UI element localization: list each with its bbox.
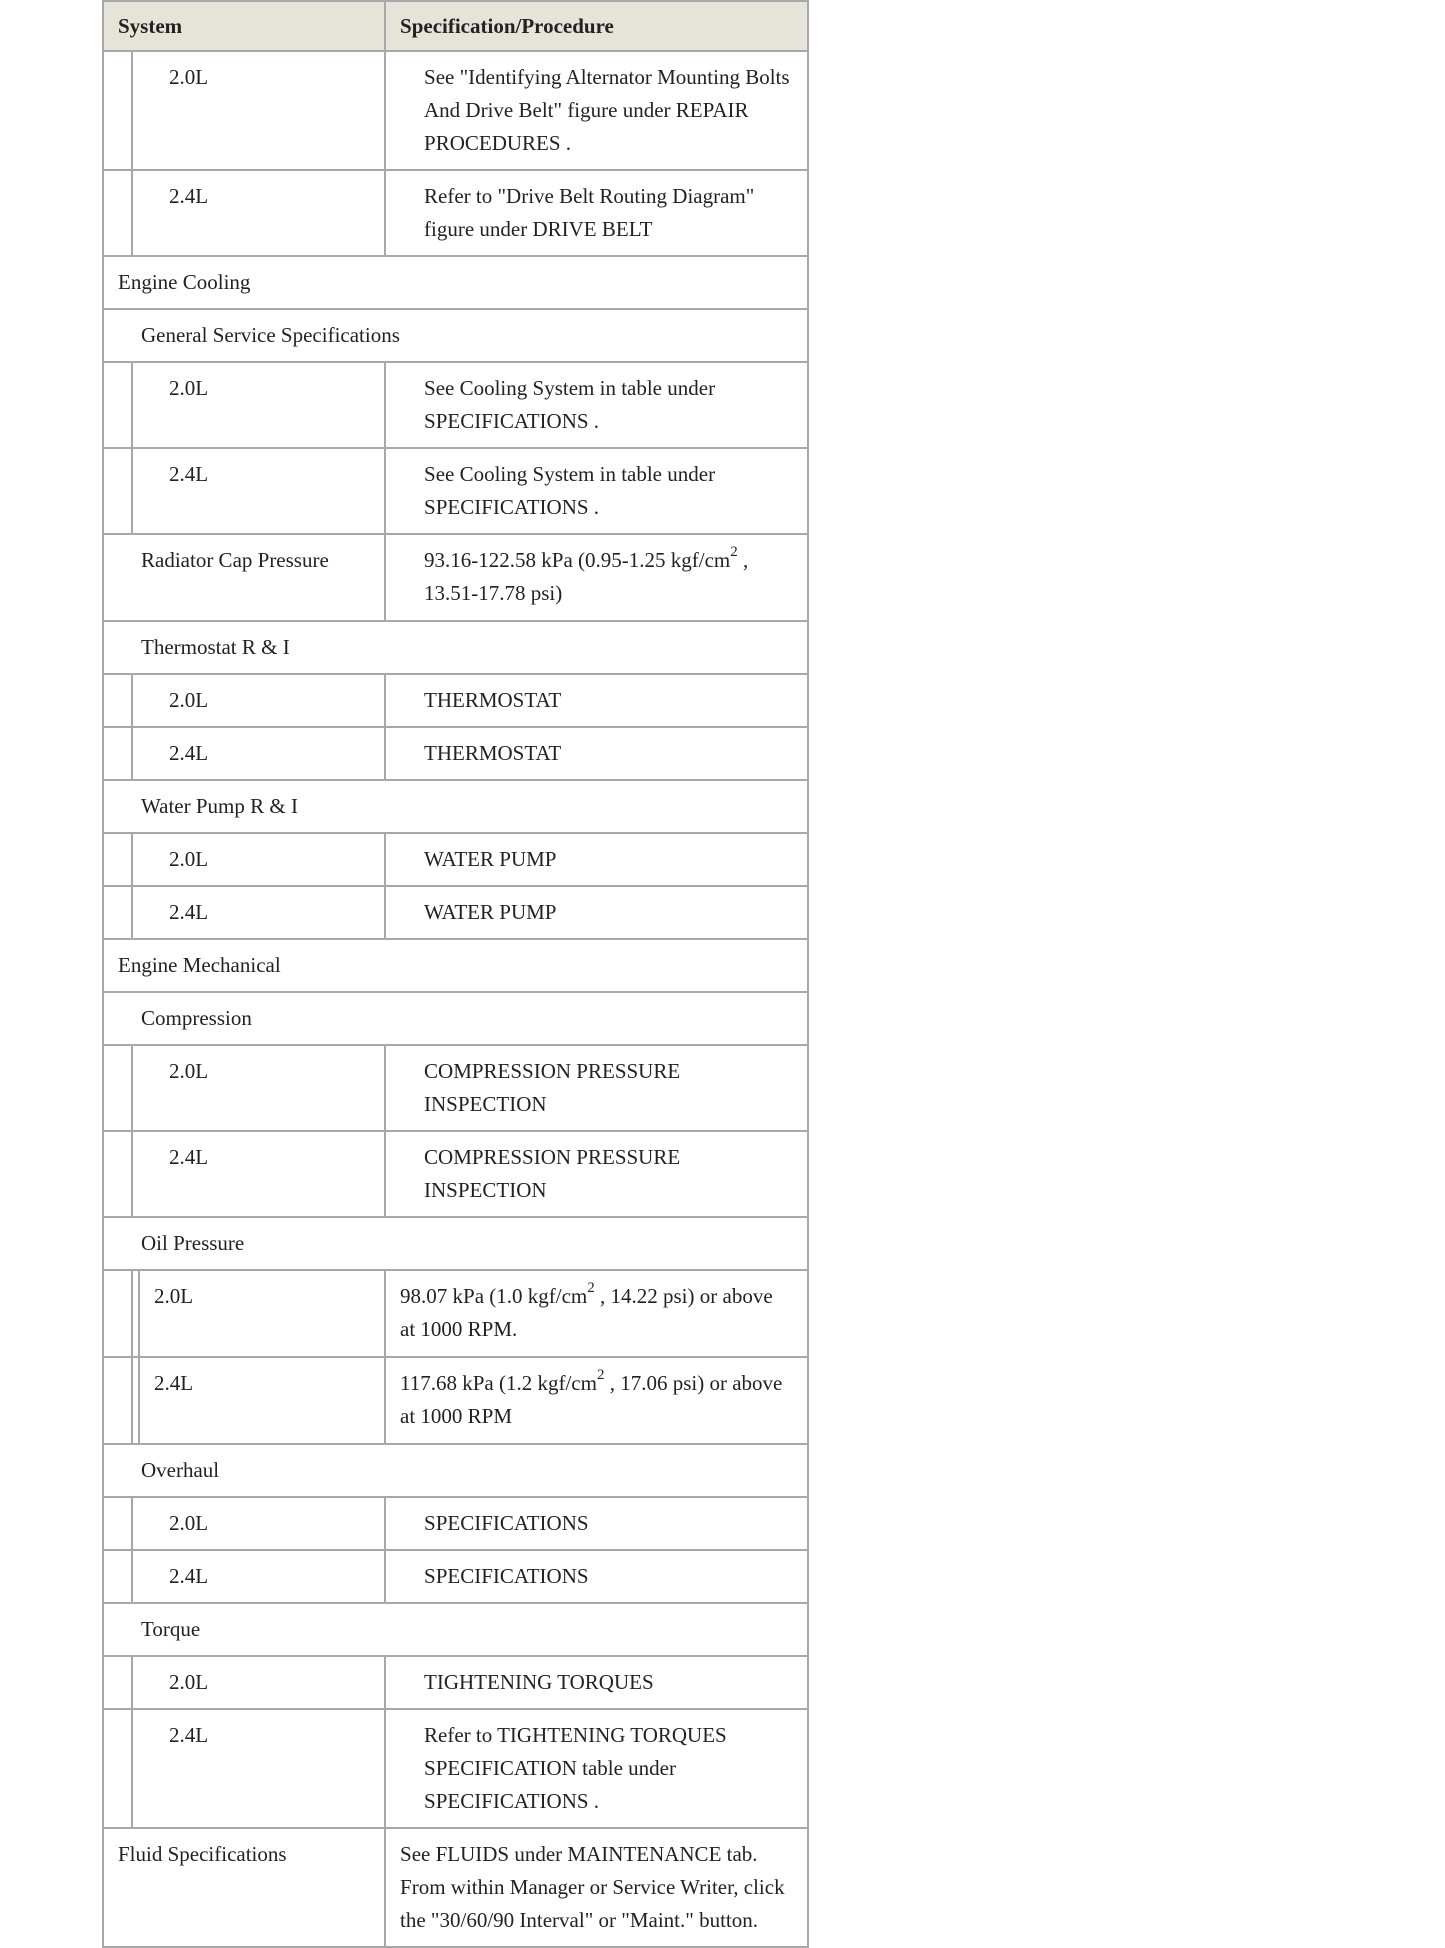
section-heading-engine-mechanical: Engine Mechanical	[103, 939, 808, 992]
column-header-spec: Specification/Procedure	[385, 1, 808, 51]
subsection-heading-overhaul: Overhaul	[103, 1444, 808, 1497]
indent-gutter	[103, 1357, 132, 1444]
subsection-heading-water-pump: Water Pump R & I	[103, 780, 808, 833]
system-cell: 2.4L	[132, 886, 385, 939]
spec-cell: SPECIFICATIONS	[385, 1497, 808, 1550]
subsection-row	[103, 309, 808, 362]
table-row	[103, 833, 808, 886]
subsection-heading-compression: Compression	[103, 992, 808, 1045]
table-row	[103, 1709, 808, 1828]
spec-cell-fluid: See FLUIDS under MAINTENANCE tab. From within Manager or Service Writer, click the "30/60/90 Interval" or "Maint." button.	[385, 1828, 808, 1947]
section-heading-engine-cooling: Engine Cooling	[103, 256, 808, 309]
spec-cell: WATER PUMP	[385, 833, 808, 886]
spec-cell: WATER PUMP	[385, 886, 808, 939]
table-row	[103, 674, 808, 727]
system-cell: 2.4L	[132, 448, 385, 534]
system-cell: 2.0L	[139, 1270, 385, 1357]
spec-text: 98.07 kPa (1.0 kgf/cm	[400, 1284, 588, 1308]
table-row	[103, 1131, 808, 1217]
spec-cell: See Cooling System in table under SPECIFICATIONS .	[385, 362, 808, 448]
spec-cell: COMPRESSION PRESSURE INSPECTION	[385, 1131, 808, 1217]
table-row	[103, 1497, 808, 1550]
indent-gutter	[103, 1656, 132, 1709]
indent-gutter	[103, 1131, 132, 1217]
system-cell: 2.0L	[132, 1656, 385, 1709]
table-row	[103, 534, 808, 621]
system-cell: 2.0L	[132, 362, 385, 448]
superscript: 2	[730, 544, 738, 560]
specification-table	[102, 0, 809, 1948]
spec-cell: Refer to TIGHTENING TORQUES SPECIFICATION table under SPECIFICATIONS .	[385, 1709, 808, 1828]
system-cell: 2.0L	[132, 1045, 385, 1131]
spec-cell	[385, 1270, 808, 1357]
superscript: 2	[587, 1280, 595, 1296]
table-row	[103, 51, 808, 170]
section-row	[103, 939, 808, 992]
subsection-row	[103, 1217, 808, 1270]
indent-gutter	[103, 362, 132, 448]
subsection-heading-torque: Torque	[103, 1603, 808, 1656]
system-cell-fluid: Fluid Specifications	[103, 1828, 385, 1947]
spec-cell: See "Identifying Alternator Mounting Bolts And Drive Belt" figure under REPAIR PROCEDURES .	[385, 51, 808, 170]
system-cell: 2.4L	[132, 1709, 385, 1828]
column-header-system: System	[103, 1, 385, 51]
table-row	[103, 886, 808, 939]
spec-cell: COMPRESSION PRESSURE INSPECTION	[385, 1045, 808, 1131]
indent-gutter	[103, 1045, 132, 1131]
table-header-row	[103, 1, 808, 51]
spec-text: , 13.51-17.78 psi)	[424, 548, 749, 605]
table-row	[103, 362, 808, 448]
spec-cell: THERMOSTAT	[385, 674, 808, 727]
indent-gutter	[132, 1270, 139, 1357]
subsection-heading-thermostat: Thermostat R & I	[103, 621, 808, 674]
spec-cell: SPECIFICATIONS	[385, 1550, 808, 1603]
subsection-row	[103, 1603, 808, 1656]
system-cell: 2.4L	[139, 1357, 385, 1444]
system-cell: 2.4L	[132, 1550, 385, 1603]
subsection-row	[103, 780, 808, 833]
spec-cell: See Cooling System in table under SPECIFICATIONS .	[385, 448, 808, 534]
indent-gutter	[103, 1497, 132, 1550]
indent-gutter	[103, 833, 132, 886]
table-row	[103, 1828, 808, 1947]
subsection-row	[103, 992, 808, 1045]
indent-gutter	[103, 1270, 132, 1357]
spec-text: , 17.06 psi) or above at 1000 RPM	[400, 1371, 783, 1428]
spec-cell: TIGHTENING TORQUES	[385, 1656, 808, 1709]
subsection-row	[103, 621, 808, 674]
indent-gutter	[103, 1709, 132, 1828]
indent-gutter	[103, 170, 132, 256]
table-row	[103, 727, 808, 780]
spec-cell: THERMOSTAT	[385, 727, 808, 780]
indent-gutter	[103, 886, 132, 939]
subsection-heading-general-service: General Service Specifications	[103, 309, 808, 362]
superscript: 2	[596, 1367, 605, 1383]
spec-text: , 14.22 psi) or above at 1000 RPM.	[400, 1284, 773, 1341]
spec-text: 117.68 kPa (1.2 kgf/cm	[400, 1371, 597, 1395]
spec-cell	[385, 1357, 808, 1444]
table-row	[103, 170, 808, 256]
system-cell: 2.0L	[132, 833, 385, 886]
subsection-row	[103, 1444, 808, 1497]
system-cell-radiator: Radiator Cap Pressure	[103, 534, 385, 621]
spec-text: 93.16-122.58 kPa (0.95-1.25 kgf/cm	[424, 548, 731, 572]
table-row	[103, 1656, 808, 1709]
table-row	[103, 448, 808, 534]
indent-gutter	[103, 51, 132, 170]
indent-gutter	[103, 727, 132, 780]
system-cell: 2.0L	[132, 1497, 385, 1550]
table-row	[103, 1270, 808, 1357]
section-row	[103, 256, 808, 309]
spec-cell-radiator	[385, 534, 808, 621]
indent-gutter	[132, 1357, 139, 1444]
indent-gutter	[103, 448, 132, 534]
indent-gutter	[103, 1550, 132, 1603]
system-cell: 2.4L	[132, 170, 385, 256]
system-cell: 2.0L	[132, 51, 385, 170]
system-cell: 2.4L	[132, 1131, 385, 1217]
indent-gutter	[103, 674, 132, 727]
subsection-heading-oil-pressure: Oil Pressure	[103, 1217, 808, 1270]
system-cell: 2.0L	[132, 674, 385, 727]
spec-cell: Refer to "Drive Belt Routing Diagram" figure under DRIVE BELT	[385, 170, 808, 256]
table-row	[103, 1550, 808, 1603]
system-cell: 2.4L	[132, 727, 385, 780]
table-row	[103, 1357, 808, 1444]
table-row	[103, 1045, 808, 1131]
